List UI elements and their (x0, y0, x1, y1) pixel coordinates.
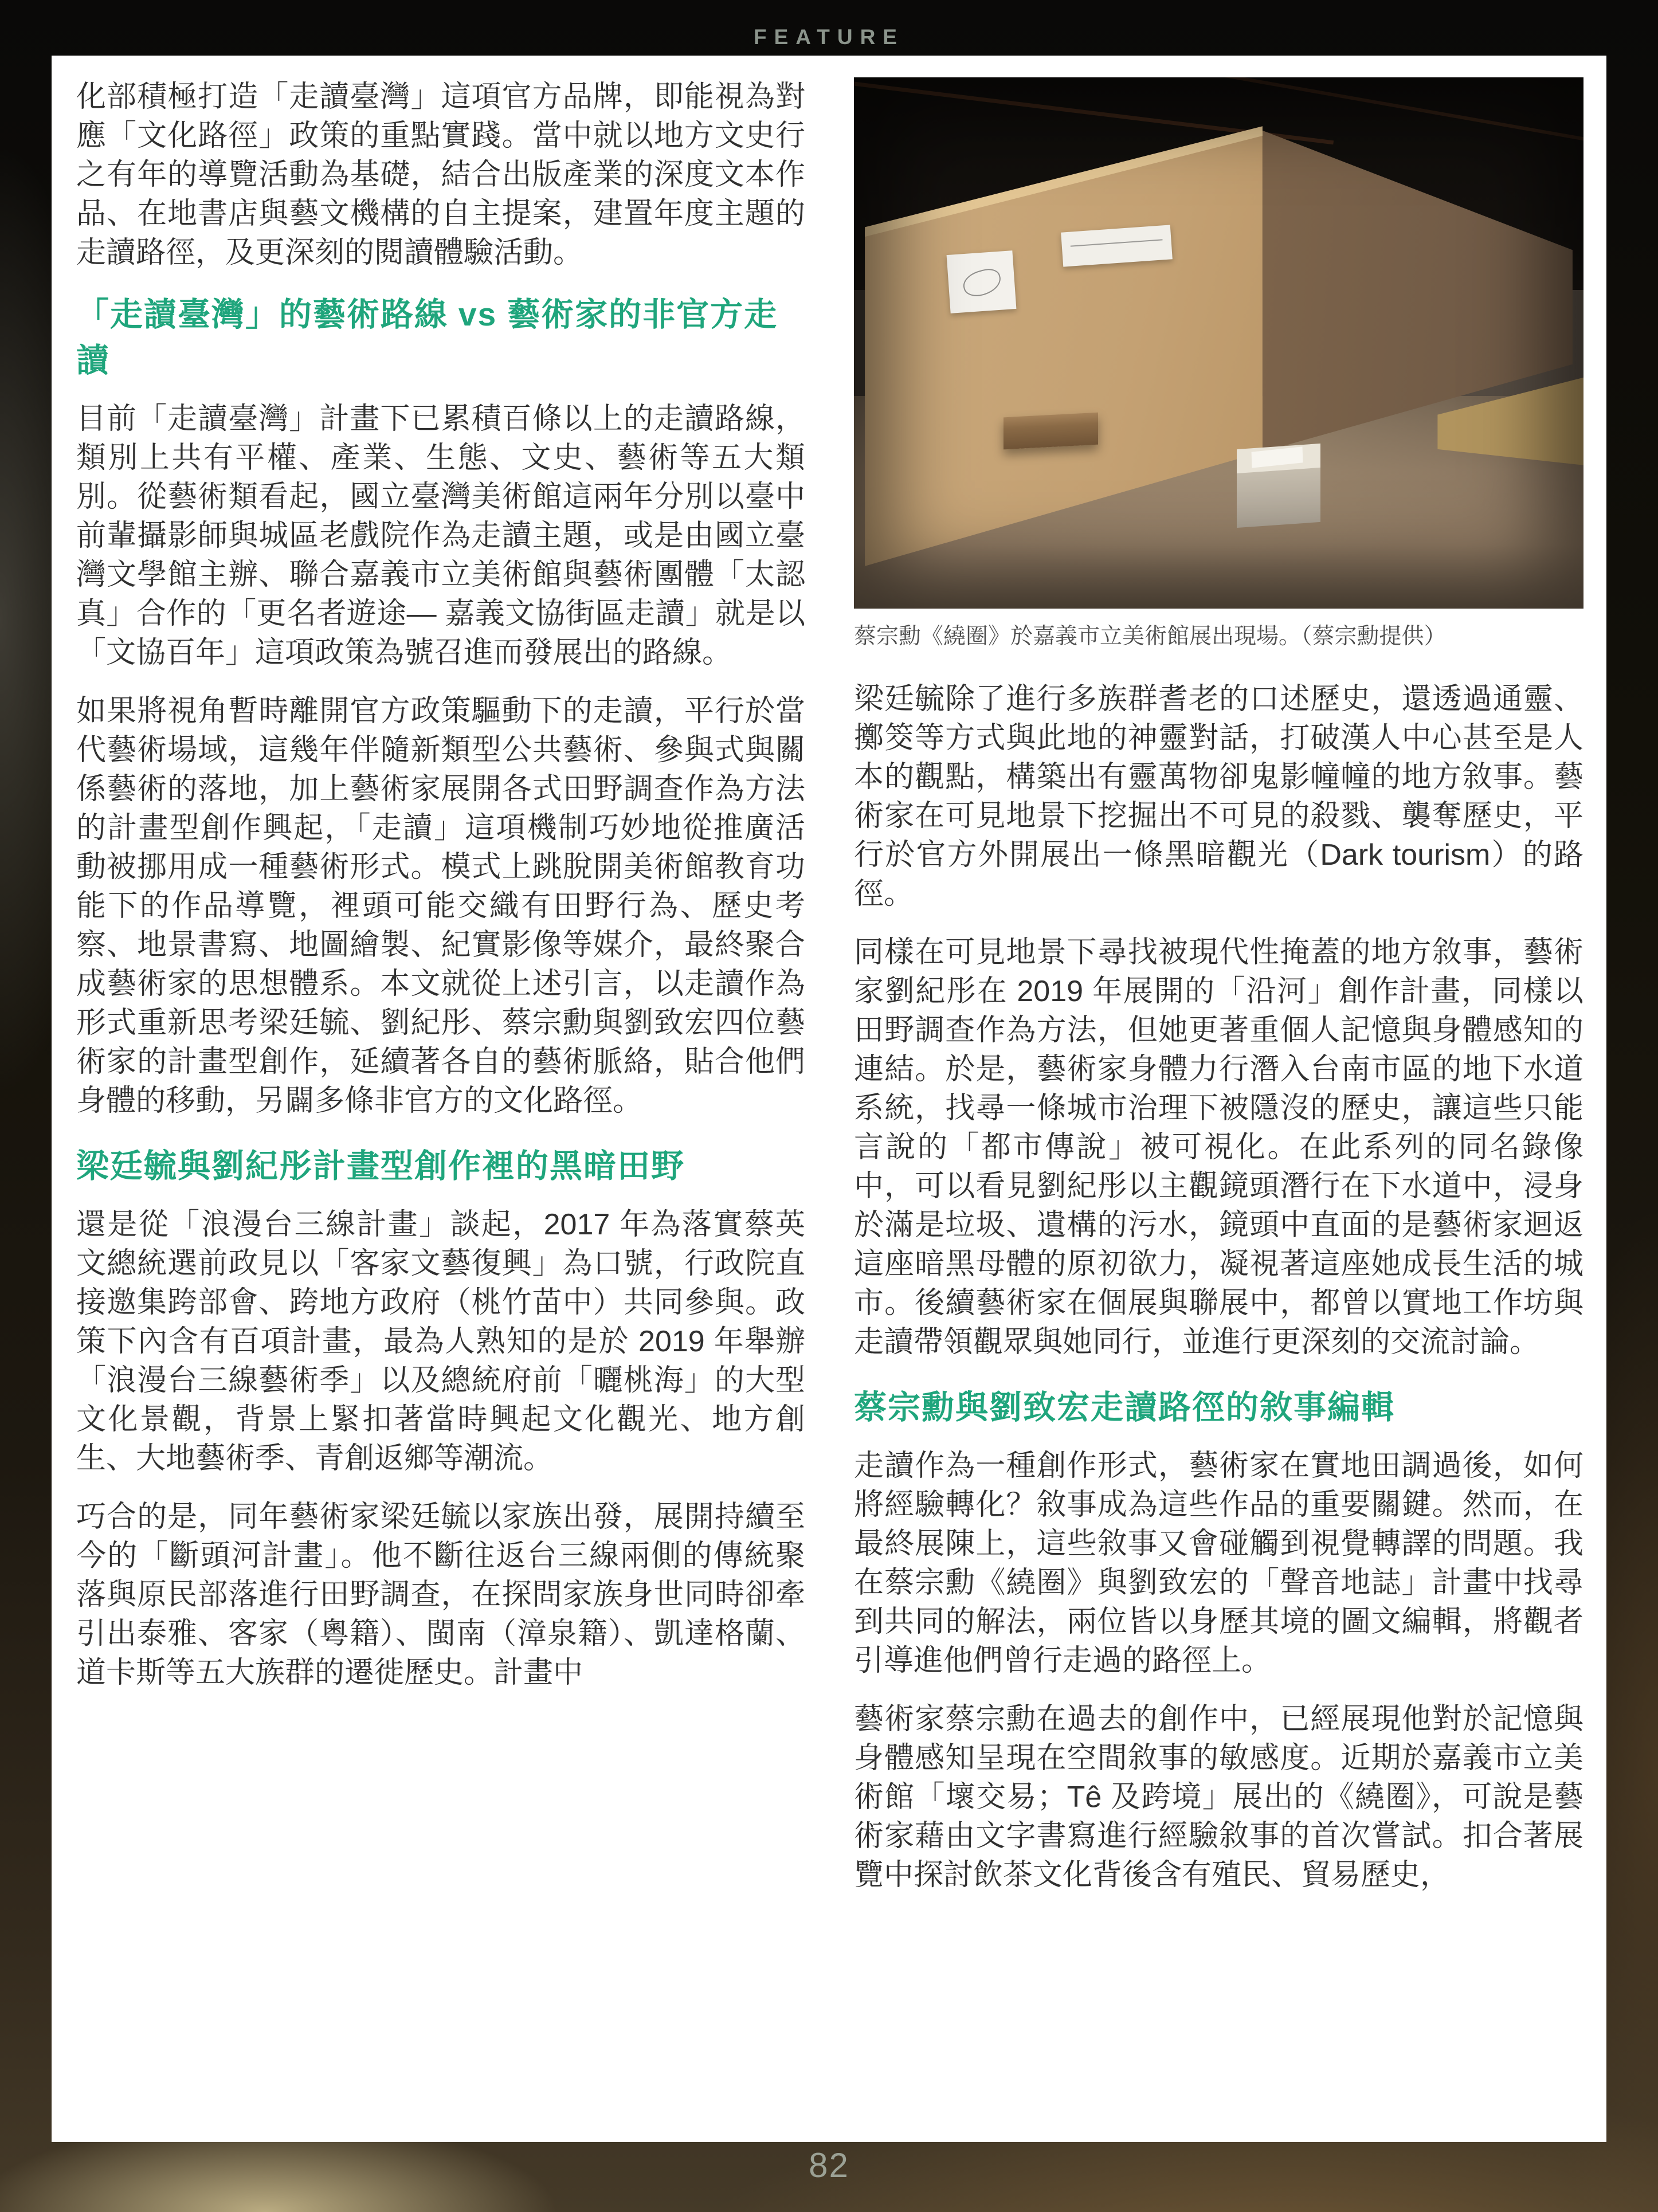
photo-vignette (854, 77, 1583, 609)
paragraph: 同樣在可見地景下尋找被現代性掩蓋的地方敘事，藝術家劉紀彤在 2019 年展開的「沿河」創作計畫，同樣以田野調查作為方法，但她更著重個人記憶與身體感知的連結。於是，藝術家身體力行潛入台南市區的地下水道系統，找尋一條城市治理下被隱沒的歷史，讓這些只能言說的「都市傳說」被可視化。在此系列的同名錄像中，可以看見劉紀彤以主觀鏡頭潛行在下水道中，浸身於滿是垃圾、遺構的污水，鏡頭中直面的是藝術家迴返這座暗黑母體的原初欲力，凝視著這座她成長生活的城市。後續藝術家在個展與聯展中，都曾以實地工作坊與走讀帶領觀眾與她同行，並進行更深刻的交流討論。 (854, 936, 1583, 1359)
masthead-label: FEATURE (754, 25, 904, 49)
left-column (76, 77, 805, 1712)
page-number: 82 (809, 2146, 849, 2184)
section-heading-art-routes: 「走讀臺灣」的藝術路線 vs 藝術家的非官方走讀 (76, 296, 778, 379)
paragraph: 化部積極打造「走讀臺灣」這項官方品牌，即能視為對應「文化路徑」政策的重點實踐。當中就以地方文史行之有年的導覽活動為基礎，結合出版產業的深度文本作品、在地書店與藝文機構的自主提案，建置年度主題的走讀路徑，及更深刻的閱讀體驗活動。 (76, 80, 805, 269)
paragraph: 梁廷毓除了進行多族群耆老的口述歷史，還透過通靈、擲筊等方式與此地的神靈對話，打破漢人中心甚至是人本的觀點，構築出有靈萬物卻鬼影幢幢的地方敘事。藝術家在可見地景下挖掘出不可見的殺戮、襲奪歷史，平行於官方外開展出一條黑暗觀光（Dark tourism）的路徑。 (854, 683, 1583, 911)
section-heading-dark-field: 梁廷毓與劉紀彤計畫型創作裡的黑暗田野 (76, 1148, 685, 1185)
magazine-page (52, 56, 1606, 2142)
right-column (854, 77, 1583, 1914)
section-heading-narrative-editing: 蔡宗勳與劉致宏走讀路徑的敘事編輯 (854, 1389, 1395, 1426)
paragraph: 目前「走讀臺灣」計畫下已累積百條以上的走讀路線，類別上共有平權、產業、生態、文史、藝術等五大類別。從藝術類看起，國立臺灣美術館這兩年分別以臺中前輩攝影師與城區老戲院作為走讀主題，或是由國立臺灣文學館主辦、聯合嘉義市立美術館與藝術團體「太認真」合作的「更名者遊途— 嘉義文協街區走讀」就是以「文協百年」這項政策為號召進而發展出的路線。 (76, 402, 805, 669)
paragraph: 巧合的是，同年藝術家梁廷毓以家族出發，展開持續至今的「斷頭河計畫」。他不斷往返台三線兩側的傳統聚落與原民部落進行田野調查，在探問家族身世同時卻牽引出泰雅、客家（粵籍）、閩南（漳泉籍）、凱達格蘭、道卡斯等五大族群的遷徙歷史。計畫中 (76, 1500, 805, 1689)
exhibition-photo (854, 77, 1583, 609)
paragraph: 如果將視角暫時離開官方政策驅動下的走讀，平行於當代藝術場域，這幾年伴隨新類型公共藝術、參與式與關係藝術的落地，加上藝術家展開各式田野調查作為方法的計畫型創作興起，「走讀」這項機制巧妙地從推廣活動被挪用成一種藝術形式。模式上跳脫開美術館教育功能下的作品導覽，裡頭可能交織有田野行為、歷史考察、地景書寫、地圖繪製、紀實影像等媒介，最終聚合成藝術家的思想體系。本文就從上述引言，以走讀作為形式重新思考梁廷毓、劉紀彤、蔡宗勳與劉致宏四位藝術家的計畫型創作，延續著各自的藝術脈絡，貼合他們身體的移動，另闢多條非官方的文化路徑。 (76, 695, 805, 1117)
paragraph: 還是從「浪漫台三線計畫」談起，2017 年為落實蔡英文總統選前政見以「客家文藝復興」為口號，行政院直接邀集跨部會、跨地方政府（桃竹苗中）共同參與。政策下內含有百項計畫，最為人熟知的是於 2019 年舉辦「浪漫台三線藝術季」以及總統府前「曬桃海」的大型文化景觀，背景上緊扣著當時興起文化觀光、地方創生、大地藝術季、青創返鄉等潮流。 (76, 1208, 805, 1475)
paragraph: 走讀作為一種創作形式，藝術家在實地田調過後，如何將經驗轉化？敘事成為這些作品的重要關鍵。然而，在最終展陳上，這些敘事又會碰觸到視覺轉譯的問題。我在蔡宗勳《繞圈》與劉致宏的「聲音地誌」計畫中找尋到共同的解法，兩位皆以身歷其境的圖文編輯，將觀者引導進他們曾行走過的路徑上。 (854, 1449, 1583, 1677)
photo-caption: 蔡宗勳《繞圈》於嘉義市立美術館展出現場。（蔡宗勳提供） (854, 624, 1447, 649)
paragraph: 藝術家蔡宗勳在過去的創作中，已經展現他對於記憶與身體感知呈現在空間敘事的敏感度。近期於嘉義市立美術館「壞交易；Tê 及跨境」展出的《繞圈》，可說是藝術家藉由文字書寫進行經驗敘事的首次嘗試。扣合著展覽中探討飲茶文化背後含有殖民、貿易歷史， (854, 1703, 1583, 1892)
